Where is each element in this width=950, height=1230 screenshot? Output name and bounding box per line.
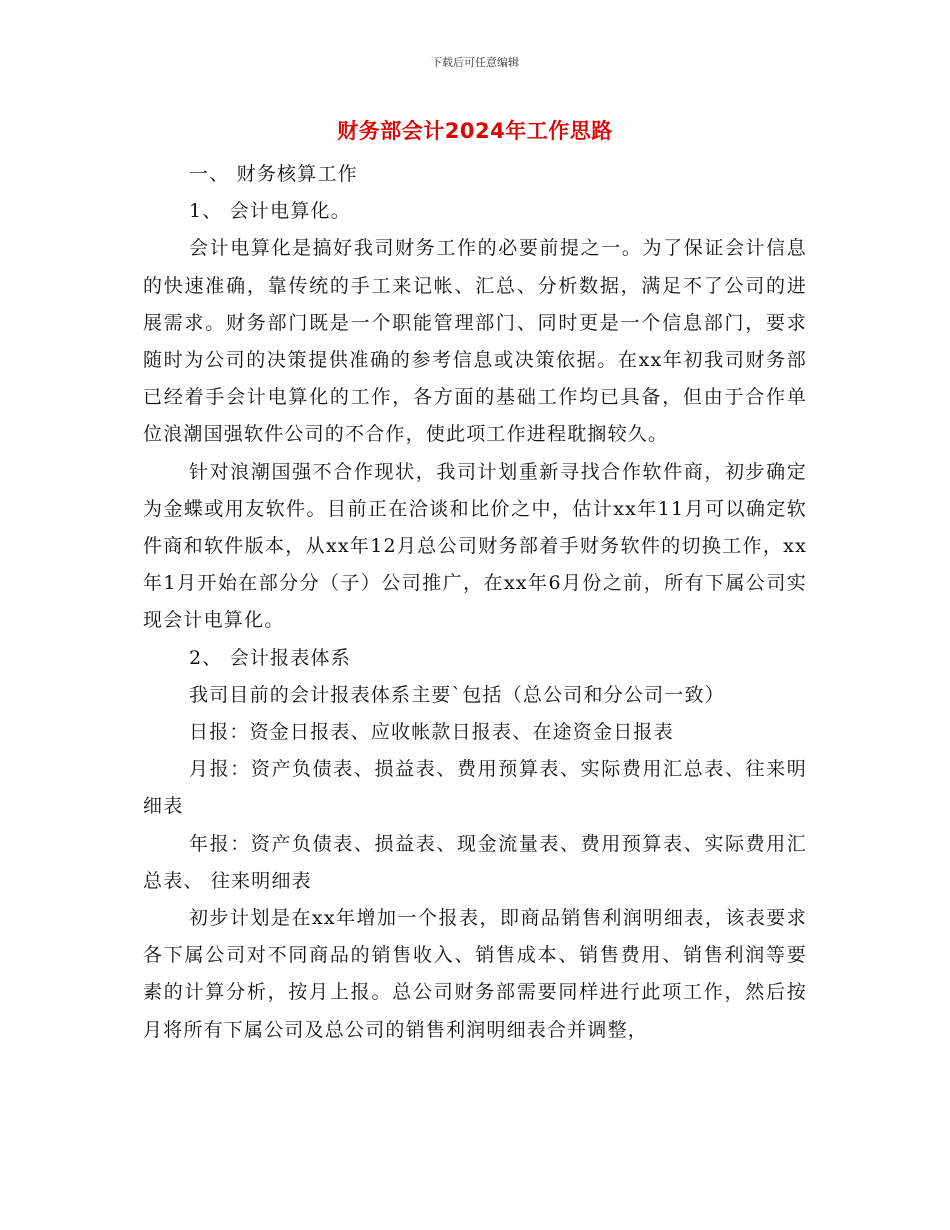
body-paragraph: 针对浪潮国强不合作现状，我司计划重新寻找合作软件商，初步确定为金蝶或用友软件。目前正在洽谈和比价之中，估计xx年11月可以确定软件商和软件版本，从xx年12月总公司财务部着手财务软件的切换工作，xx年1月开始在部分分（子）公司推广，在xx年6月份之前，所有下属公司实现会计电算化。 (143, 460, 807, 632)
body-paragraph: 会计电算化是搞好我司财务工作的必要前提之一。为了保证会计信息的快速准确，靠传统的手工来记帐、汇总、分析数据，满足不了公司的进展需求。财务部门既是一个职能管理部门、同时更是一个信息部门，要求随时为公司的决策提供准确的参考信息或决策依据。在xx年初我司财务部已经着手会计电算化的工作，各方面的基础工作均已具备，但由于合作单位浪潮国强软件公司的不合作，使此项工作进程耽搁较久。 (143, 237, 807, 446)
body-paragraph: 我司目前的会计报表体系主要`包括（总公司和分公司一致） (189, 683, 725, 706)
section-heading: 一、 财务核算工作 (189, 163, 358, 185)
body-paragraph: 初步计划是在xx年增加一个报表，即商品销售利润明细表，该表要求各下属公司对不同商品的销售收入、销售成本、销售费用、销售利润等要素的计算分析，按月上报。总公司财务部需要同样进行此项工作，然后按月将所有下属公司及总公司的销售利润明细表合并调整， (143, 907, 807, 1041)
subsection-heading: 1、 会计电算化。 (189, 200, 351, 223)
document-body (143, 156, 807, 1049)
document-title: 财务部会计2024年工作思路 (337, 119, 613, 143)
body-paragraph: 月报：资产负债表、损益表、费用预算表、实际费用汇总表、往来明细表 (143, 758, 807, 818)
body-paragraph: 年报：资产负债表、损益表、现金流量表、费用预算表、实际费用汇总表、 往来明细表 (143, 832, 807, 892)
subsection-heading: 2、 会计报表体系 (189, 646, 351, 669)
page-header: 下载后可任意编辑 (431, 56, 519, 69)
body-paragraph: 日报：资金日报表、应收帐款日报表、在途资金日报表 (189, 721, 674, 744)
